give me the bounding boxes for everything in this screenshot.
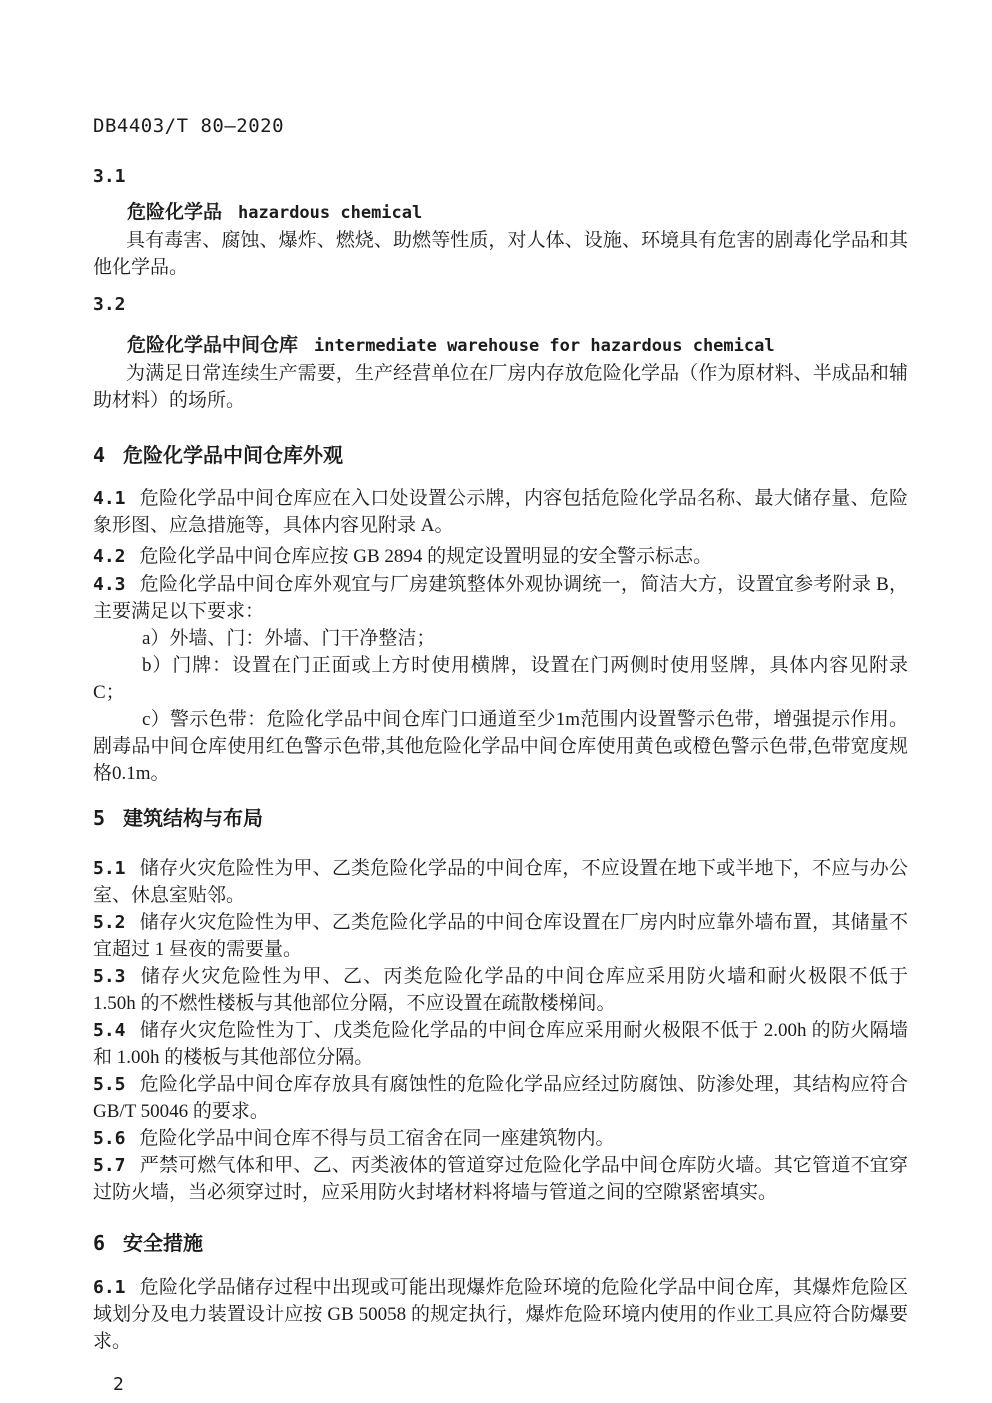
clause-text: 危险化学品中间仓库应按 GB 2894 的规定设置明显的安全警示标志。 (139, 546, 713, 567)
clause-number: 5.5 (93, 1074, 126, 1095)
term-title-zh: 危险化学品中间仓库 (127, 335, 299, 356)
term-number: 3.1 (93, 166, 126, 187)
term-title (93, 332, 908, 360)
term-number: 3.2 (93, 294, 126, 315)
term-definition: 为满足日常连续生产需要，生产经营单位在厂房内存放危险化学品（作为原材料、半成品和辅助材料）的场所。 (93, 363, 908, 411)
clause (93, 1125, 908, 1152)
term-title-en: hazardous chemical (238, 203, 423, 223)
clause-text: 危险化学品中间仓库外观宜与厂房建筑整体外观协调统一，简洁大方，设置宜参考附录 B，主要满足以下要求： (93, 574, 908, 622)
clause-number: 5.2 (93, 912, 126, 933)
clause (93, 855, 908, 909)
clause-number: 4.2 (93, 546, 126, 567)
clause-text: 危险化学品中间仓库不得与员工宿舍在同一座建筑物内。 (139, 1128, 615, 1149)
section-title: 建筑结构与布局 (123, 808, 264, 830)
clause-text: 危险化学品储存过程中出现或可能出现爆炸危险环境的危险化学品中间仓库，其爆炸危险区域划分及电力装置设计应按 GB 50058 的规定执行，爆炸危险环境内使用的作业工具应符合防爆要求。 (93, 1277, 908, 1352)
list-item: a）外墙、门：外墙、门干净整洁； (142, 628, 436, 649)
clause-text: 储存火灾危险性为丁、戊类危险化学品的中间仓库应采用耐火极限不低于 2.00h 的防火隔墙和 1.00h 的楼板与其他部位分隔。 (93, 1020, 908, 1068)
clause-number: 5.7 (93, 1155, 126, 1176)
list-item: c）警示色带：危险化学品中间仓库门口通道至少1m范围内设置警示色带，增强提示作用。剧毒品中间仓库使用红色警示色带,其他危险化学品中间仓库使用黄色或橙色警示色带,色带宽度规格0.1m。 (93, 709, 908, 784)
clause (93, 571, 908, 625)
clause-text: 严禁可燃气体和甲、乙、丙类液体的管道穿过危险化学品中间仓库防火墙。其它管道不宜穿过防火墙，当必须穿过时，应采用防火封堵材料将墙与管道之间的空隙紧密填实。 (93, 1155, 908, 1203)
clause (93, 1017, 908, 1071)
section-title: 危险化学品中间仓库外观 (123, 445, 344, 467)
clause-number: 5.3 (93, 966, 126, 987)
clause (93, 963, 908, 1017)
clause-text: 储存火灾危险性为甲、乙类危险化学品的中间仓库，不应设置在地下或半地下，不应与办公室、休息室贴邻。 (93, 858, 908, 906)
clause-number: 5.1 (93, 858, 126, 879)
clause-text: 储存火灾危险性为甲、乙类危险化学品的中间仓库设置在厂房内时应靠外墙布置，其储量不宜超过 1 昼夜的需要量。 (93, 912, 908, 960)
section-number: 6 (93, 1231, 106, 1255)
section-number: 4 (93, 443, 106, 467)
term-title-en: intermediate warehouse for hazardous chemical (314, 336, 775, 356)
clause (93, 485, 908, 539)
clause (93, 1274, 908, 1355)
clause-text: 储存火灾危险性为甲、乙、丙类危险化学品的中间仓库应采用防火墙和耐火极限不低于 1.50h 的不燃性楼板与其他部位分隔，不应设置在疏散楼梯间。 (93, 966, 908, 1014)
clause-number: 5.4 (93, 1020, 126, 1041)
clause (93, 1071, 908, 1125)
section-number: 5 (93, 806, 106, 830)
clause (93, 543, 908, 570)
doc-standard-number: DB4403/T 80—2020 (93, 115, 285, 137)
clause-text: 危险化学品中间仓库存放具有腐蚀性的危险化学品应经过防腐蚀、防渗处理，其结构应符合 GB/T 50046 的要求。 (93, 1074, 908, 1122)
term-title (93, 199, 908, 227)
term-title-zh: 危险化学品 (127, 202, 223, 223)
clause-number: 6.1 (93, 1277, 126, 1298)
section-heading (93, 440, 908, 471)
clause-number: 5.6 (93, 1128, 126, 1149)
clause (93, 1152, 908, 1206)
section-heading (93, 803, 908, 834)
clause (93, 909, 908, 963)
list-item: b）门牌：设置在门正面或上方时使用横牌，设置在门两侧时使用竖牌，具体内容见附录 C； (93, 655, 908, 703)
page-number: 2 (113, 1374, 124, 1395)
clause-text: 危险化学品中间仓库应在入口处设置公示牌，内容包括危险化学品名称、最大储存量、危险象形图、应急措施等，具体内容见附录 A。 (93, 488, 908, 536)
clause-number: 4.1 (93, 488, 126, 509)
clause-number: 4.3 (93, 574, 126, 595)
term-definition: 具有毒害、腐蚀、爆炸、燃烧、助燃等性质，对人体、设施、环境具有危害的剧毒化学品和其他化学品。 (93, 230, 908, 278)
section-title: 安全措施 (123, 1233, 204, 1255)
section-heading (93, 1228, 908, 1259)
